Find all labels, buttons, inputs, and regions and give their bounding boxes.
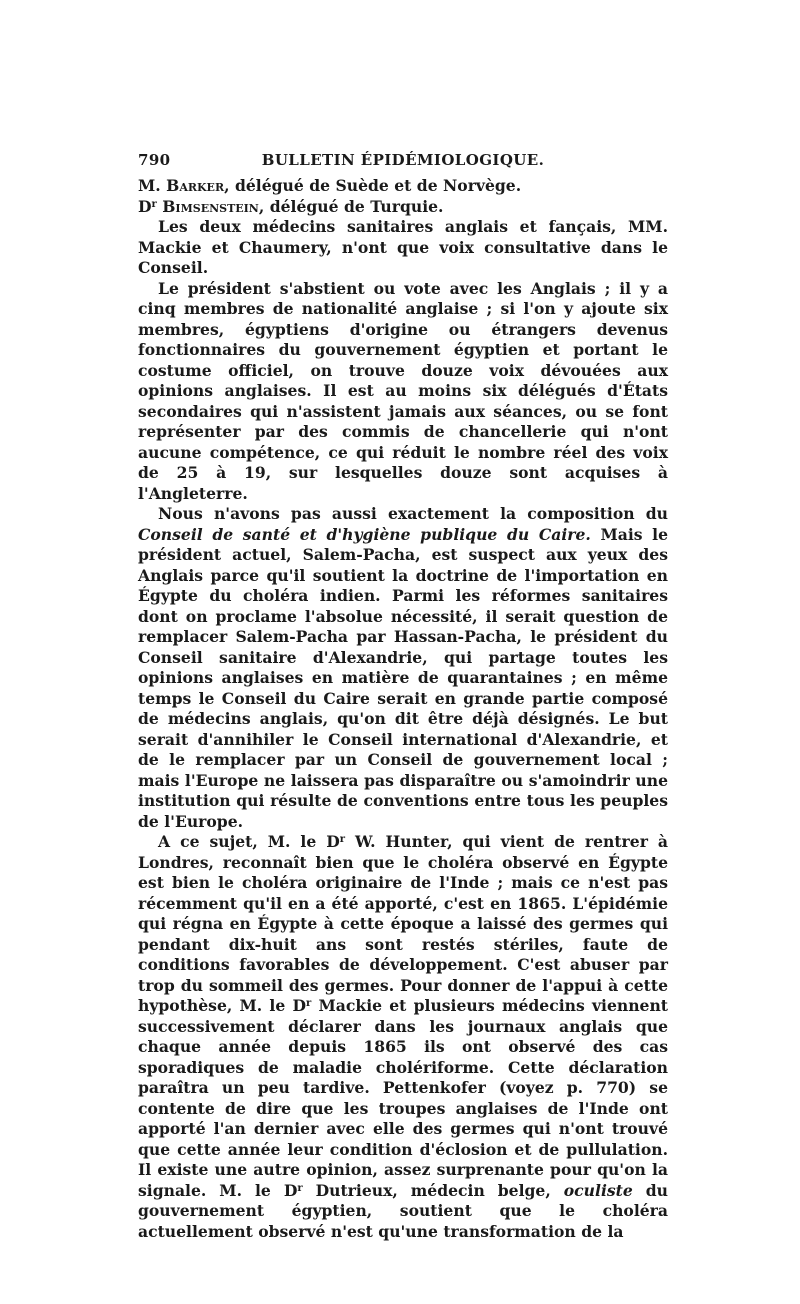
text-run: Mackie et plusieurs médecins viennent successivement déclarer dans les journaux anglais que chaque année depuis 1865 ils ont observé des cas sporadiques de maladie cholériforme. Cette déclaration paraîtra un peu tardive. Pettenkofer (voyez p. 770) se contente de dire que les troupes anglaises de l'Inde ont apporté l'an dernier avec elle des germes qui n'ont trouvé que cette année leur condition d'éclosion et de pullulation. Il existe une autre opinion, assez surprenante pour qu'on la signale. M. le D (138, 996, 668, 1200)
delegate-title: M. (138, 176, 161, 195)
delegate-line-barker (138, 176, 668, 197)
delegate-list (138, 176, 668, 217)
page-number: 790 (138, 151, 171, 169)
running-title: BULLETIN ÉPIDÉMIOLOGIQUE. (261, 151, 545, 169)
superscript: r (339, 834, 346, 845)
text-run: W. Hunter, qui vient de rentrer à Londres, reconnaît bien que le choléra observé en Égypte est bien le choléra originaire de l'Inde ; mais ce n'est pas récemment qu'il en a été apporté, c'est en 1865. L'épidémie qui régna en Égypte à cette époque a laissé des germes qui pendant dix-huit ans sont restés stériles, faute de conditions favorables de développement. C'est abuser par trop du sommeil des germes. Pour donner de l'appui à cette hypothèse, M. le D (138, 832, 668, 1015)
delegate-name: Bimsenstein (162, 196, 259, 216)
delegate-role: , délégué de Turquie. (258, 196, 444, 216)
superscript: r (306, 998, 312, 1009)
paragraph-cairo-council (138, 504, 668, 832)
superscript: r (297, 1182, 303, 1194)
delegate-line-bimsenstein (138, 197, 668, 218)
delegate-title: D (138, 196, 152, 216)
italic-council-name: Conseil de santé et d'hygiène publique du Caire. (138, 524, 591, 544)
paragraph-president-votes: Le président s'abstient ou vote avec les Anglais ; il y a cinq membres de nationalité anglaise ; si l'on y ajoute six membres, égyptiens d'origine ou étrangers devenus fonctionnaires du gouvernement égyptien et portant le costume officiel, on trouve douze voix dévouées aux opinions anglaises. Il est au moins six délégués d'États secondaires qui n'assistent jamais aux séances, ou se font représenter par des commis de chancellerie qui n'ont aucune compétence, ce qui réduit le nombre réel des voix de 25 à 19, sur lesquelles douze sont acquises à l'Angleterre. (138, 278, 668, 503)
paragraph-sanitary-doctors: Les deux médecins sanitaires anglais et fançais, MM. Mackie et Chaumery, n'ont que voix consultative dans le Conseil. (138, 217, 668, 277)
page-header (138, 150, 668, 176)
text-run: Mais le président actuel, Salem-Pacha, est suspect aux yeux des Anglais parce qu'il soutient la doctrine de l'importation en Égypte du choléra indien. Parmi les réformes sanitaires dont on proclame l'absolue nécessité, il serait question de remplacer Salem-Pacha par Hassan-Pacha, le président du Conseil sanitaire d'Alexandrie, qui partage toutes les opinions anglaises en matière de quarantaines ; en même temps le Conseil du Caire serait en grande partie composé de médecins anglais, qu'on dit être déjà désignés. Le but serait d'annihiler le Conseil international d'Alexandrie, et de le remplacer par un Conseil de gouvernement local ; mais l'Europe ne laissera pas disparaître ou s'amoindrir une institution qui résulte de conventions entre tous les peuples de l'Europe. (138, 524, 668, 831)
delegate-title-superscript: r (151, 198, 157, 210)
text-run: du gouvernement égyptien, soutient que le choléra actuellement observé n'est qu'une transformation de la (138, 1180, 668, 1241)
paragraph-hunter-theory (138, 832, 668, 1242)
text-run: Dutrieux, médecin belge, (302, 1180, 564, 1200)
delegate-role: , délégué de Suède et de Norvège. (224, 176, 522, 195)
text-run: Nous n'avons pas aussi exactement la composition du (158, 504, 668, 523)
text-run: A ce sujet, M. le D (158, 832, 340, 851)
delegate-name: Barker (166, 176, 225, 195)
document-page (138, 150, 668, 1242)
italic-oculiste: oculiste (563, 1180, 633, 1200)
